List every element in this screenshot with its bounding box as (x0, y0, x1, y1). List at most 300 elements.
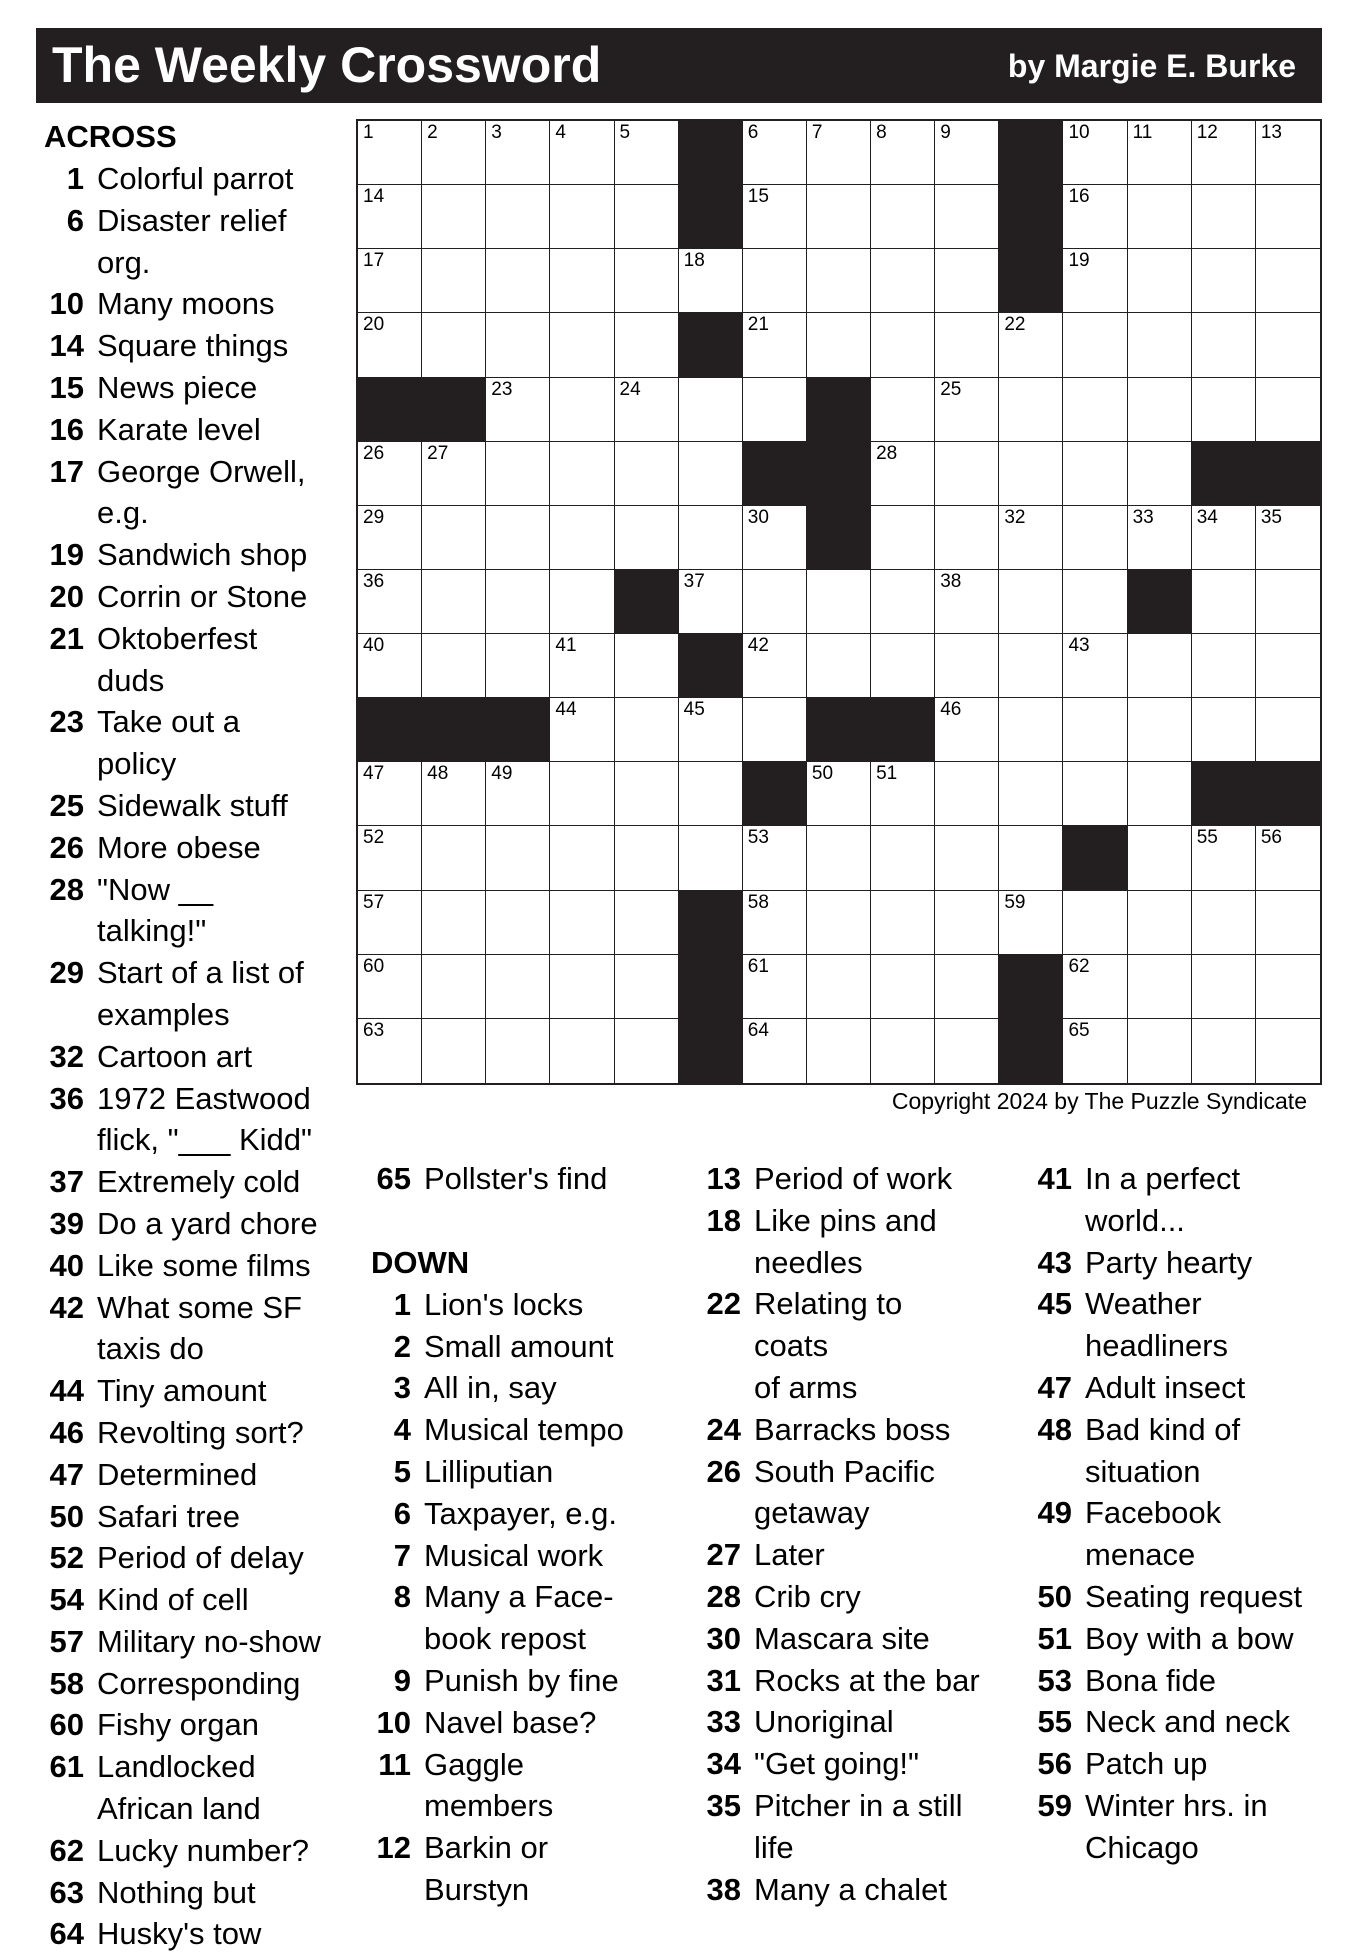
grid-cell[interactable] (1256, 891, 1320, 955)
cell-number: 29 (363, 506, 385, 528)
clue-number: 1 (393, 1286, 411, 1322)
clue-number (1032, 1451, 1072, 1493)
clue-line (371, 1535, 654, 1577)
grid-cell[interactable] (999, 442, 1063, 506)
grid-cell[interactable] (935, 762, 999, 826)
clue-number: 2 (393, 1328, 411, 1364)
grid-cell[interactable] (422, 570, 486, 634)
grid-cell[interactable] (358, 1019, 422, 1083)
grid-cell[interactable] (807, 249, 871, 313)
grid-cell[interactable] (358, 762, 422, 826)
clue-number (701, 1492, 741, 1534)
black-square (743, 762, 807, 826)
clue-number (44, 660, 84, 702)
clue-number: 40 (49, 1247, 84, 1283)
clue-text: headliners (1085, 1328, 1229, 1364)
grid-cell[interactable] (807, 891, 871, 955)
clue-line (1032, 1576, 1315, 1618)
grid-cell[interactable] (550, 1019, 614, 1083)
grid-cell[interactable] (615, 698, 679, 762)
grid-cell[interactable] (1128, 249, 1192, 313)
grid-cell[interactable] (550, 762, 614, 826)
cell-number: 27 (427, 442, 449, 464)
grid-cell[interactable] (550, 698, 614, 762)
grid-cell[interactable] (486, 891, 550, 955)
grid-cell[interactable] (486, 826, 550, 890)
black-square (807, 698, 871, 762)
grid-cell[interactable] (1128, 185, 1192, 249)
clue-line (44, 701, 327, 785)
grid-cell[interactable] (615, 121, 679, 185)
grid-cell[interactable] (1256, 506, 1320, 570)
grid-cell[interactable] (935, 378, 999, 442)
grid-cell[interactable] (935, 1019, 999, 1083)
black-square (358, 698, 422, 762)
clue-number: 13 (706, 1161, 741, 1196)
black-square (422, 378, 486, 442)
grid-cell[interactable] (871, 313, 935, 377)
grid-cell[interactable] (1256, 249, 1320, 313)
copyright-notice: Copyright 2024 by The Puzzle Syndicate (891, 1088, 1307, 1114)
grid-cell[interactable] (871, 1019, 935, 1083)
grid-cell[interactable] (1192, 698, 1256, 762)
cell-number: 19 (1068, 250, 1090, 272)
black-square (999, 955, 1063, 1019)
grid-cell[interactable] (1128, 378, 1192, 442)
grid-cell[interactable] (807, 955, 871, 1019)
grid-cell[interactable] (1192, 185, 1256, 249)
grid-cell[interactable] (615, 891, 679, 955)
grid-cell[interactable] (743, 698, 807, 762)
clue-text: Many moons (97, 286, 275, 322)
clue-text: What some SF (97, 1289, 302, 1325)
clue-text: News piece (97, 369, 258, 405)
grid-cell[interactable] (679, 506, 743, 570)
clue-text: Musical work (424, 1537, 604, 1573)
grid-cell[interactable] (1256, 826, 1320, 890)
grid-cell[interactable] (679, 698, 743, 762)
grid-cell[interactable] (422, 891, 486, 955)
clue-text: Mascara site (754, 1620, 930, 1656)
clue-line (371, 1326, 654, 1368)
grid-cell[interactable] (807, 1019, 871, 1083)
cell-number: 63 (363, 1019, 385, 1041)
grid-cell[interactable] (935, 185, 999, 249)
black-square (679, 313, 743, 377)
grid-cell[interactable] (679, 378, 743, 442)
cell-number: 1 (363, 122, 374, 143)
clue-number: 9 (393, 1662, 411, 1698)
grid-cell[interactable] (1063, 891, 1127, 955)
grid-cell[interactable] (615, 442, 679, 506)
grid-cell[interactable] (679, 826, 743, 890)
clue-text: Burstyn (424, 1871, 530, 1907)
clue-text: Chicago (1085, 1829, 1199, 1865)
grid-cell[interactable] (422, 442, 486, 506)
grid-cell[interactable] (422, 249, 486, 313)
clue-text: "Get going!" (754, 1746, 920, 1782)
grid-cell[interactable] (935, 826, 999, 890)
grid-cell[interactable] (743, 313, 807, 377)
clue-line (701, 1409, 984, 1451)
grid-cell[interactable] (1063, 1019, 1127, 1083)
clue-number: 33 (706, 1704, 741, 1740)
grid-cell[interactable] (550, 955, 614, 1019)
grid-cell[interactable] (486, 506, 550, 570)
clue-number: 26 (706, 1453, 741, 1489)
grid-cell[interactable] (999, 634, 1063, 698)
grid-cell[interactable] (358, 506, 422, 570)
grid-cell[interactable] (679, 762, 743, 826)
grid-cell[interactable] (358, 121, 422, 185)
grid-cell[interactable] (935, 506, 999, 570)
grid-cell[interactable] (486, 1019, 550, 1083)
grid-cell[interactable] (486, 185, 550, 249)
grid-cell[interactable] (679, 249, 743, 313)
grid-cell[interactable] (1063, 698, 1127, 762)
grid-cell[interactable] (550, 826, 614, 890)
grid-cell[interactable] (615, 955, 679, 1019)
black-square (743, 442, 807, 506)
grid-cell[interactable] (358, 249, 422, 313)
grid-cell[interactable] (743, 955, 807, 1019)
cell-number: 11 (1132, 122, 1153, 143)
grid-cell[interactable] (550, 121, 614, 185)
grid-cell[interactable] (550, 506, 614, 570)
grid-cell[interactable] (358, 826, 422, 890)
grid-cell[interactable] (1063, 570, 1127, 634)
clue-line (44, 242, 327, 284)
grid-cell[interactable] (807, 826, 871, 890)
grid-cell[interactable] (486, 378, 550, 442)
grid-cell[interactable] (615, 762, 679, 826)
clue-text: Lucky number? (97, 1832, 309, 1868)
clue-line (44, 1830, 327, 1872)
grid-cell[interactable] (486, 313, 550, 377)
grid-cell[interactable] (615, 378, 679, 442)
grid-cell[interactable] (743, 1019, 807, 1083)
cell-number: 50 (811, 763, 834, 785)
clue-text: Take out a policy (97, 704, 241, 782)
clue-number: 4 (393, 1412, 411, 1448)
clue-number: 61 (49, 1749, 84, 1785)
grid-cell[interactable] (1128, 121, 1192, 185)
grid-cell[interactable] (1192, 121, 1256, 185)
grid-cell[interactable] (1256, 698, 1320, 762)
grid-cell[interactable] (422, 955, 486, 1019)
grid-cell[interactable] (1063, 249, 1127, 313)
grid-cell[interactable] (1192, 249, 1256, 313)
grid-cell[interactable] (743, 121, 807, 185)
grid-cell[interactable] (486, 634, 550, 698)
grid-cell[interactable] (871, 891, 935, 955)
grid-cell[interactable] (679, 442, 743, 506)
cell-number: 61 (747, 955, 769, 977)
clue-column-4 (1032, 1158, 1315, 1869)
grid-cell[interactable] (550, 891, 614, 955)
clue-text: In a perfect (1085, 1161, 1241, 1196)
grid-cell[interactable] (1192, 955, 1256, 1019)
clue-column-1 (44, 116, 327, 1955)
grid-cell[interactable] (1128, 955, 1192, 1019)
grid-cell[interactable] (615, 313, 679, 377)
clue-text: Many a Face- (424, 1579, 614, 1615)
grid-cell[interactable] (422, 313, 486, 377)
grid-cell[interactable] (1128, 826, 1192, 890)
clue-line (1032, 1242, 1315, 1284)
grid-cell[interactable] (743, 185, 807, 249)
grid-cell[interactable] (1192, 891, 1256, 955)
grid-cell[interactable] (1128, 1019, 1192, 1083)
clue-number (371, 1869, 411, 1911)
clue-text: George Orwell, (97, 453, 306, 489)
grid-cell[interactable] (743, 634, 807, 698)
author-byline: by Margie E. Burke (1007, 48, 1296, 84)
grid-cell[interactable] (1256, 570, 1320, 634)
grid-cell[interactable] (1128, 506, 1192, 570)
grid-cell[interactable] (743, 378, 807, 442)
grid-cell[interactable] (935, 249, 999, 313)
grid-cell[interactable] (871, 826, 935, 890)
black-square (422, 698, 486, 762)
grid-cell[interactable] (1192, 1019, 1256, 1083)
grid-cell[interactable] (871, 634, 935, 698)
grid-cell[interactable] (999, 313, 1063, 377)
grid-cell[interactable] (1256, 378, 1320, 442)
clue-line (44, 1454, 327, 1496)
grid-cell[interactable] (615, 634, 679, 698)
grid-cell[interactable] (486, 955, 550, 1019)
grid-cell[interactable] (422, 121, 486, 185)
grid-cell[interactable] (871, 185, 935, 249)
grid-cell[interactable] (1256, 121, 1320, 185)
grid-cell[interactable] (1128, 634, 1192, 698)
grid-cell[interactable] (550, 185, 614, 249)
clue-text: Determined (97, 1456, 258, 1492)
grid-cell[interactable] (1256, 185, 1320, 249)
clue-line (1032, 1367, 1315, 1409)
grid-cell[interactable] (550, 313, 614, 377)
grid-cell[interactable] (486, 570, 550, 634)
grid-cell[interactable] (486, 442, 550, 506)
grid-cell[interactable] (871, 762, 935, 826)
cell-number: 43 (1068, 635, 1090, 657)
grid-cell[interactable] (615, 826, 679, 890)
grid-cell[interactable] (1063, 313, 1127, 377)
clue-text: Relating to coats (754, 1286, 903, 1364)
grid-cell[interactable] (743, 249, 807, 313)
grid-cell[interactable] (358, 891, 422, 955)
grid-cell[interactable] (1063, 442, 1127, 506)
grid-cell[interactable] (1063, 634, 1127, 698)
grid-cell[interactable] (1256, 955, 1320, 1019)
grid-cell[interactable] (422, 185, 486, 249)
grid-cell[interactable] (615, 249, 679, 313)
grid-cell[interactable] (807, 313, 871, 377)
grid-cell[interactable] (1063, 121, 1127, 185)
grid-cell[interactable] (550, 378, 614, 442)
cell-number: 60 (363, 955, 385, 977)
grid-cell[interactable] (935, 442, 999, 506)
grid-cell[interactable] (1063, 378, 1127, 442)
grid-cell[interactable] (871, 506, 935, 570)
grid-cell[interactable] (935, 955, 999, 1019)
grid-cell[interactable] (1192, 378, 1256, 442)
grid-cell[interactable] (358, 634, 422, 698)
grid-cell[interactable] (422, 506, 486, 570)
grid-cell[interactable] (422, 634, 486, 698)
grid-cell[interactable] (871, 121, 935, 185)
clue-number: 15 (49, 369, 84, 405)
cell-number: 51 (876, 763, 898, 785)
grid-cell[interactable] (807, 762, 871, 826)
clue-number: 38 (706, 1871, 741, 1907)
grid-cell[interactable] (1063, 185, 1127, 249)
cell-number: 40 (363, 635, 385, 657)
grid-cell[interactable] (615, 185, 679, 249)
grid-cell[interactable] (1192, 506, 1256, 570)
clue-number (701, 1367, 741, 1409)
clue-number: 12 (376, 1830, 411, 1866)
grid-cell[interactable] (1128, 891, 1192, 955)
grid-cell[interactable] (615, 1019, 679, 1083)
clue-line (44, 1161, 327, 1203)
grid-cell[interactable] (871, 442, 935, 506)
grid-cell[interactable] (1256, 313, 1320, 377)
clue-text: Seating request (1085, 1578, 1303, 1614)
grid-cell[interactable] (422, 826, 486, 890)
grid-cell[interactable] (935, 313, 999, 377)
grid-cell[interactable] (550, 570, 614, 634)
clue-number: 7 (393, 1537, 411, 1573)
grid-cell[interactable] (743, 570, 807, 634)
clue-line (44, 952, 327, 994)
grid-cell[interactable] (1063, 762, 1127, 826)
grid-cell[interactable] (1128, 313, 1192, 377)
cell-number: 42 (747, 635, 769, 657)
grid-cell[interactable] (807, 634, 871, 698)
clue-number: 52 (49, 1540, 84, 1576)
grid-cell[interactable] (1063, 955, 1127, 1019)
cell-number: 65 (1068, 1019, 1090, 1041)
grid-cell[interactable] (1128, 442, 1192, 506)
clue-number: 21 (49, 620, 84, 656)
grid-cell[interactable] (422, 1019, 486, 1083)
clue-number: 45 (1037, 1286, 1072, 1322)
clue-number: 41 (1037, 1161, 1072, 1196)
grid-cell[interactable] (1128, 762, 1192, 826)
clue-text: Oktoberfest (97, 620, 258, 656)
grid-cell[interactable] (999, 762, 1063, 826)
clue-line (44, 1412, 327, 1454)
grid-cell[interactable] (999, 891, 1063, 955)
grid-cell[interactable] (486, 762, 550, 826)
grid-cell[interactable] (550, 634, 614, 698)
cell-number: 59 (1004, 891, 1026, 913)
grid-cell[interactable] (1128, 698, 1192, 762)
clue-number: 46 (49, 1414, 84, 1450)
grid-cell[interactable] (550, 249, 614, 313)
cell-number: 25 (940, 378, 962, 400)
grid-cell[interactable] (486, 121, 550, 185)
grid-cell[interactable] (743, 826, 807, 890)
grid-cell[interactable] (807, 185, 871, 249)
grid-cell[interactable] (1192, 826, 1256, 890)
grid-cell[interactable] (1192, 313, 1256, 377)
grid-cell[interactable] (1256, 1019, 1320, 1083)
clue-line (1032, 1785, 1315, 1827)
grid-cell[interactable] (871, 378, 935, 442)
grid-cell[interactable] (935, 121, 999, 185)
grid-cell[interactable] (871, 570, 935, 634)
grid-cell[interactable] (550, 442, 614, 506)
clue-text: of arms (754, 1369, 858, 1405)
clue-line (44, 492, 327, 534)
grid-cell[interactable] (999, 506, 1063, 570)
clue-text: Neck and neck (1085, 1704, 1291, 1740)
clue-text: Corrin or Stone (97, 578, 308, 614)
grid-cell[interactable] (1256, 634, 1320, 698)
clue-number: 64 (49, 1916, 84, 1952)
clue-line (701, 1242, 984, 1284)
grid-cell[interactable] (358, 442, 422, 506)
clue-number: 50 (49, 1498, 84, 1534)
clue-text: Period of work (754, 1161, 953, 1196)
clue-text: Barkin or (424, 1830, 549, 1866)
grid-cell[interactable] (358, 570, 422, 634)
grid-cell[interactable] (358, 185, 422, 249)
grid-cell[interactable] (999, 698, 1063, 762)
clue-text: Facebook (1085, 1495, 1222, 1531)
grid-cell[interactable] (807, 121, 871, 185)
clue-number (1032, 1534, 1072, 1576)
grid-cell[interactable] (679, 570, 743, 634)
grid-cell[interactable] (1192, 634, 1256, 698)
grid-cell[interactable] (935, 891, 999, 955)
grid-cell[interactable] (422, 762, 486, 826)
grid-cell[interactable] (935, 570, 999, 634)
clue-line (44, 283, 327, 325)
clue-line (371, 1451, 654, 1493)
grid-cell[interactable] (807, 570, 871, 634)
clue-number: 31 (706, 1662, 741, 1698)
clue-line (701, 1827, 984, 1869)
grid-cell[interactable] (935, 634, 999, 698)
clue-number: 44 (49, 1373, 84, 1409)
grid-cell[interactable] (1063, 506, 1127, 570)
grid-cell[interactable] (935, 698, 999, 762)
grid-cell[interactable] (486, 249, 550, 313)
grid-cell[interactable] (999, 826, 1063, 890)
grid-cell[interactable] (358, 313, 422, 377)
grid-cell[interactable] (999, 570, 1063, 634)
cell-number: 47 (363, 763, 385, 785)
grid-cell[interactable] (1192, 570, 1256, 634)
clue-number: 30 (706, 1620, 741, 1656)
grid-cell[interactable] (743, 891, 807, 955)
clue-number: 22 (706, 1286, 741, 1322)
grid-cell[interactable] (358, 955, 422, 1019)
clue-line (1032, 1409, 1315, 1451)
grid-cell[interactable] (615, 506, 679, 570)
clue-number: 35 (706, 1787, 741, 1823)
grid-cell[interactable] (743, 506, 807, 570)
grid-cell[interactable] (871, 955, 935, 1019)
black-square (1256, 762, 1320, 826)
cell-number: 64 (747, 1019, 769, 1041)
grid-cell[interactable] (871, 249, 935, 313)
grid-cell[interactable] (999, 378, 1063, 442)
